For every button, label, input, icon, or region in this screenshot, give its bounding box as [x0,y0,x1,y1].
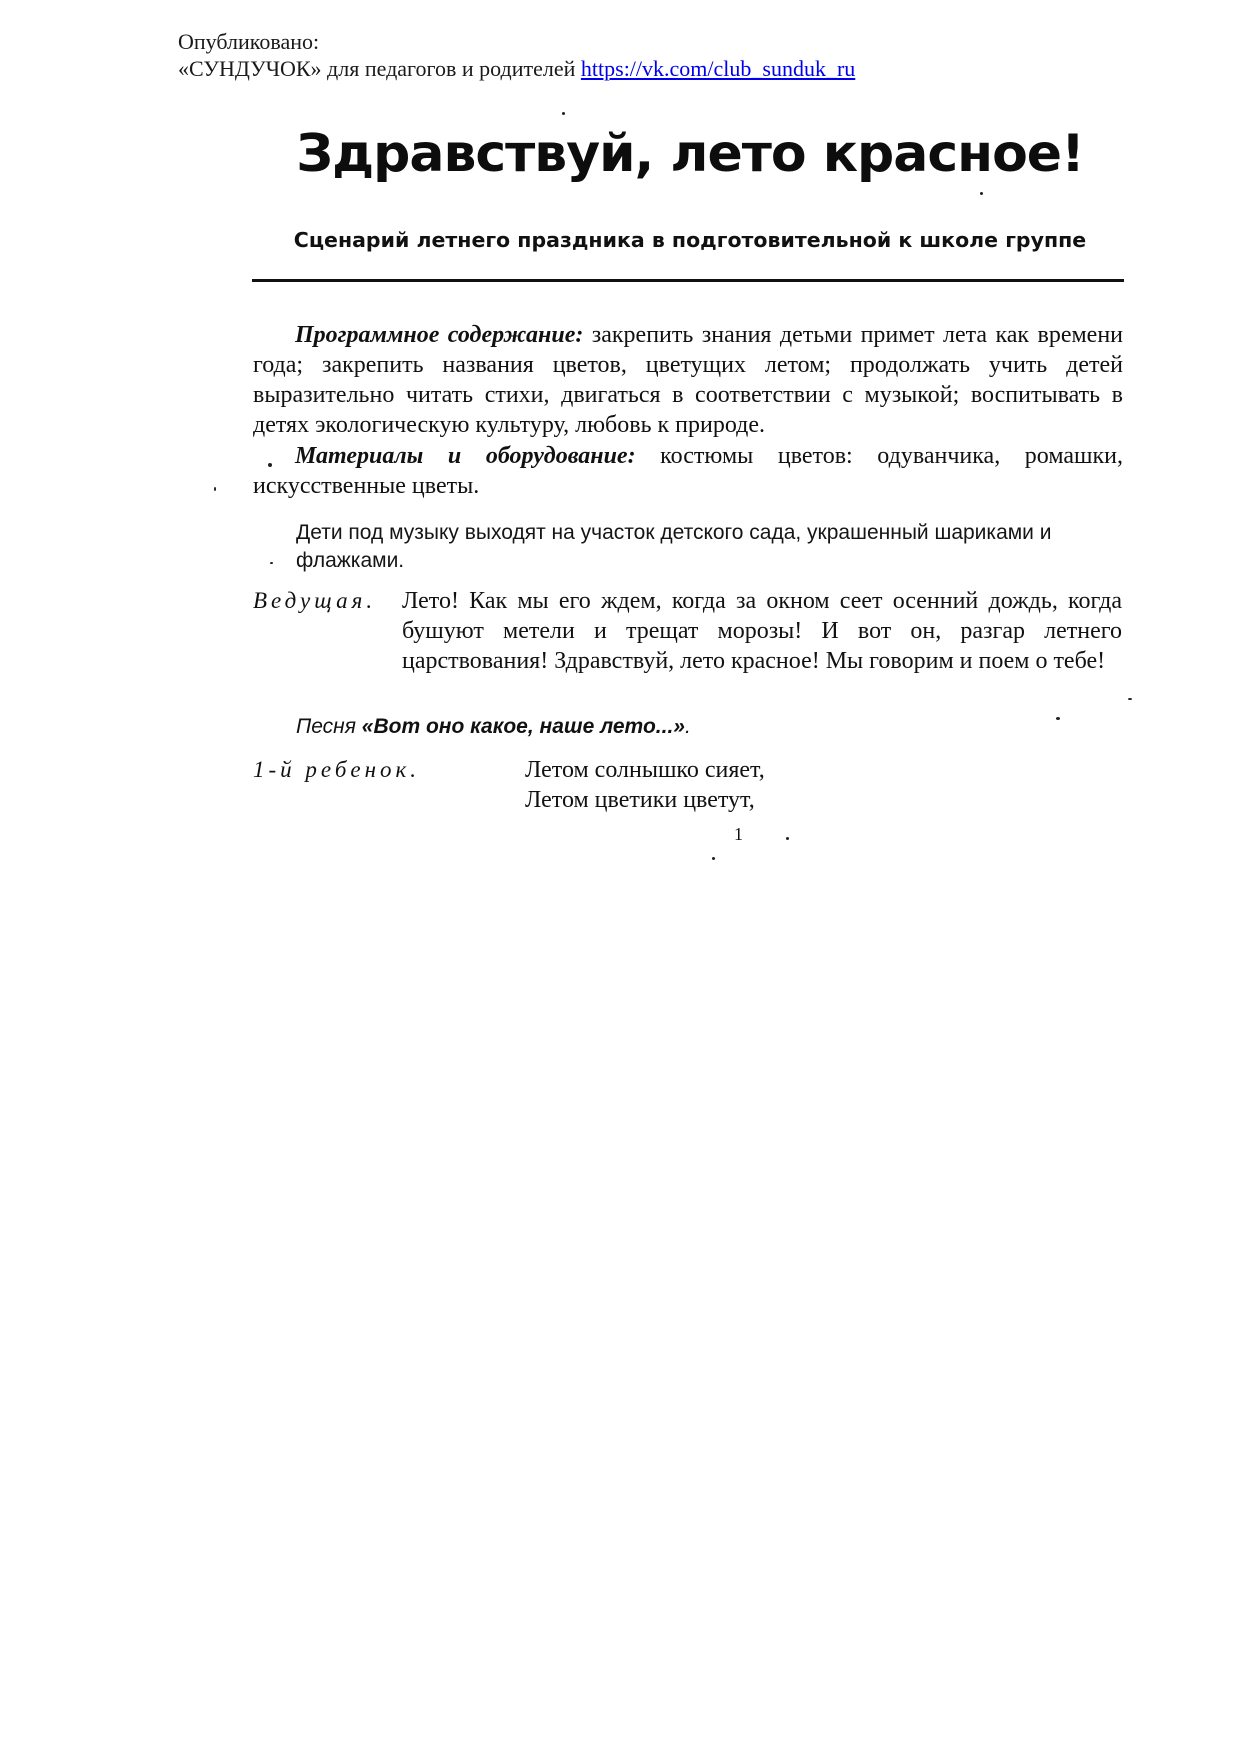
scan-speck [712,857,715,860]
scan-speck [786,837,789,840]
publisher-line [178,55,855,82]
song-prefix: Песня [296,715,362,738]
materials-label: Материалы и оборудование: [295,443,636,469]
scan-speck [980,192,983,195]
program-content-paragraph [253,320,1123,440]
page-number: 1 [734,824,743,844]
scan-speck [214,487,216,491]
program-content-text: закрепить знания детьми примет лета как времени года; закрепить названия цветов, цветущих летом; продолжать учить детей выразительно читать стихи, двигаться в соответствии с музыкой; воспитывать в детях экологическую культуру, любовь к природе. [253,322,1124,438]
song-title: «Вот оно какое, наше лето...» [361,715,685,738]
scan-speck [268,463,272,467]
child-1-speaker-label: 1-й ребенок. [253,757,421,782]
host-line: Лето! Как мы его ждем, когда за окном сеет осенний дождь, когда бушуют метели и трещат морозы! И вот он, разгар летнего царствования! Здравствуй, лето красное! Мы говорим и поем о тебе! [402,588,1122,674]
stage-direction: Дети под музыку выходят на участок детского сада, украшенный шариками и флажками. [296,521,1052,572]
scan-speck [562,112,565,115]
scan-speck [270,562,273,564]
document-subtitle: Сценарий летнего праздника в подготовительной к школе группе [293,228,1087,252]
title-divider [252,279,1124,282]
child-1-verse [525,755,765,815]
published-label: Опубликовано: [178,29,320,54]
publisher-text: «СУНДУЧОК» для педагогов и родителей [178,56,576,81]
materials-text: костюмы цветов: одуванчика, ромашки, искусственные цветы. [253,443,1123,499]
vk-group-link[interactable]: https://vk.com/club_sunduk_ru [580,56,856,81]
song-line [296,713,691,741]
program-content-label: Программное содержание: [295,322,584,348]
publication-note [178,28,855,82]
materials-paragraph [253,441,1123,501]
host-speaker-label: Ведущая. [253,588,377,613]
document-title: Здравствуй, лето красное! [296,124,1084,184]
song-suffix: . [684,715,691,738]
verse-line: Летом солнышко сияет, [525,757,765,783]
scan-speck [1056,717,1060,720]
verse-line: Летом цветики цветут, [525,787,755,813]
scan-speck [1128,698,1132,700]
